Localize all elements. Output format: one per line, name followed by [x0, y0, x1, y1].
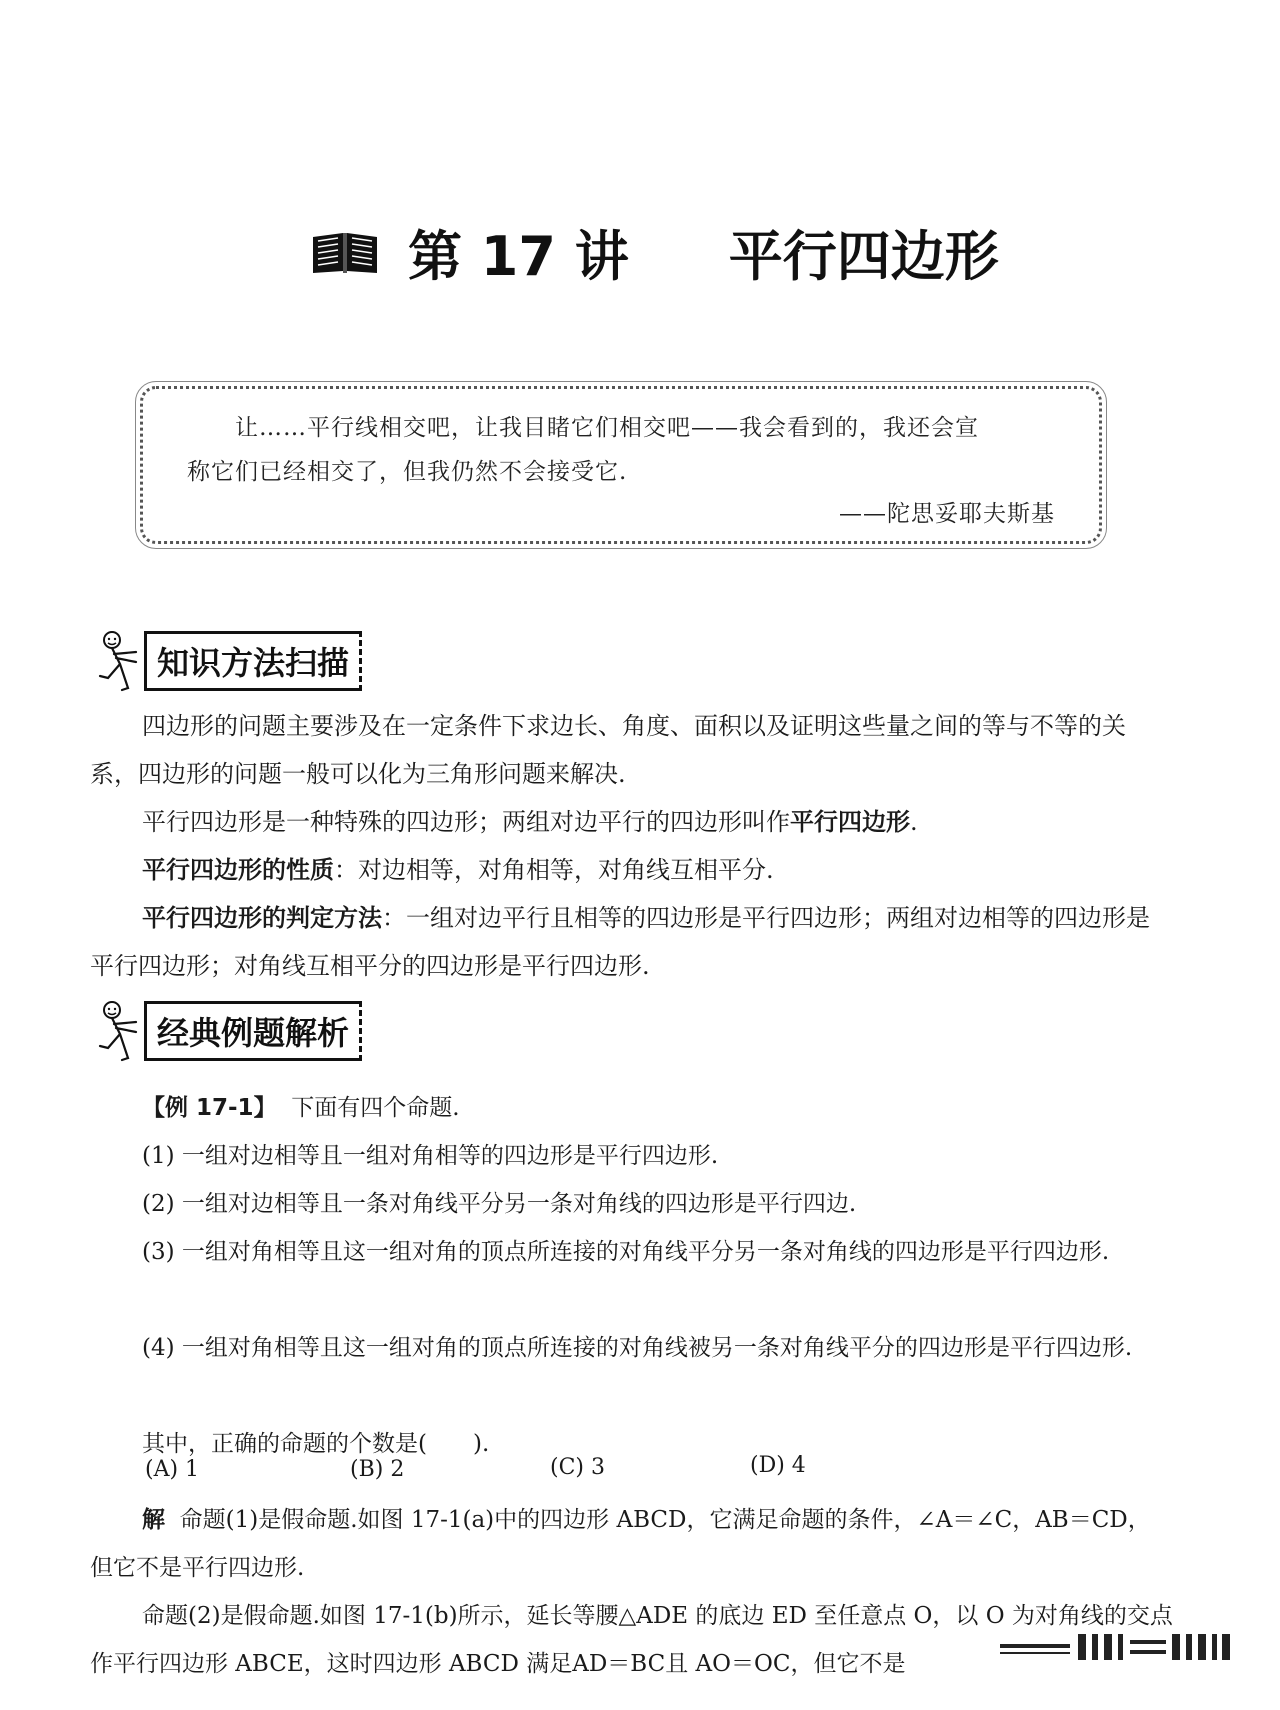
quote-line-2: 称它们已经相交了，但我仍然不会接受它. — [187, 459, 628, 485]
option-d: (D) 4 — [750, 1453, 806, 1478]
term-properties: 平行四边形的性质 — [142, 856, 334, 884]
section-label-knowledge: 知识方法扫描 — [144, 631, 362, 691]
lecture-number: 第 17 讲 — [408, 225, 629, 288]
example-statement-1: (1) 一组对边相等且一组对角相等的四边形是平行四边形. — [142, 1143, 719, 1169]
example-intro: 【例 17-1】 下面有四个命题. — [142, 1095, 460, 1121]
knowledge-paragraph-2: 平行四边形是一种特殊的四边形；两组对边平行的四边形叫作平行四边形. — [142, 808, 918, 836]
option-b: (B) 2 — [350, 1457, 405, 1482]
lecture-topic: 平行四边形 — [728, 225, 999, 288]
page-title — [310, 214, 999, 291]
example-tag: 【例 17-1】 — [142, 1095, 277, 1121]
pushing-figure-icon — [92, 630, 140, 692]
quote-line-1: 让……平行线相交吧，让我目睹它们相交吧——我会看到的，我还会宣 — [235, 415, 979, 441]
solution-paragraph-1: 解 命题(1)是假命题.如图 17-1(a)中的四边形 ABCD，它满足命题的条件，∠A＝∠C，AB＝CD，但它不是平行四边形. — [90, 1507, 1151, 1581]
section-header-knowledge — [92, 630, 362, 692]
pushing-figure-icon — [92, 1000, 140, 1062]
knowledge-paragraph-3: 平行四边形的性质：对边相等，对角相等，对角线互相平分. — [142, 856, 774, 884]
quote-author: ——陀思妥耶夫斯基 — [839, 501, 1055, 527]
term-parallelogram: 平行四边形 — [790, 808, 910, 836]
section-header-examples — [92, 1000, 362, 1062]
term-criteria: 平行四边形的判定方法 — [142, 904, 382, 932]
solution-label: 解 — [142, 1507, 165, 1533]
solution-paragraph-2: 命题(2)是假命题.如图 17-1(b)所示，延长等腰△ADE 的底边 ED 至任意点 O，以 O 为对角线的交点作平行四边形 ABCE，这时四边形 ABCD 满足AD＝BC且 AO＝OC，但它不是 — [90, 1603, 1173, 1677]
option-a: (A) 1 — [145, 1457, 200, 1482]
quote-box — [140, 386, 1102, 544]
example-statement-3: (3) 一组对角相等且这一组对角的顶点所连接的对角线平分另一条对角线的四边形是平行四边形. — [142, 1239, 1110, 1265]
knowledge-paragraph-4: 平行四边形的判定方法：一组对边平行且相等的四边形是平行四边形；两组对边相等的四边形是平行四边形；对角线互相平分的四边形是平行四边形. — [90, 904, 1150, 980]
book-icon — [310, 231, 380, 275]
example-question: 其中，正确的命题的个数是( ). — [142, 1431, 490, 1457]
example-statement-2: (2) 一组对边相等且一条对角线平分另一条对角线的四边形是平行四边. — [142, 1191, 857, 1217]
option-c: (C) 3 — [550, 1455, 605, 1480]
section-label-examples: 经典例题解析 — [144, 1001, 362, 1061]
example-statement-4: (4) 一组对角相等且这一组对角的顶点所连接的对角线被另一条对角线平分的四边形是平行四边形. — [142, 1335, 1133, 1361]
page-corner-decoration — [1000, 1630, 1240, 1664]
knowledge-paragraph-1: 四边形的问题主要涉及在一定条件下求边长、角度、面积以及证明这些量之间的等与不等的关系，四边形的问题一般可以化为三角形问题来解决. — [90, 712, 1126, 788]
